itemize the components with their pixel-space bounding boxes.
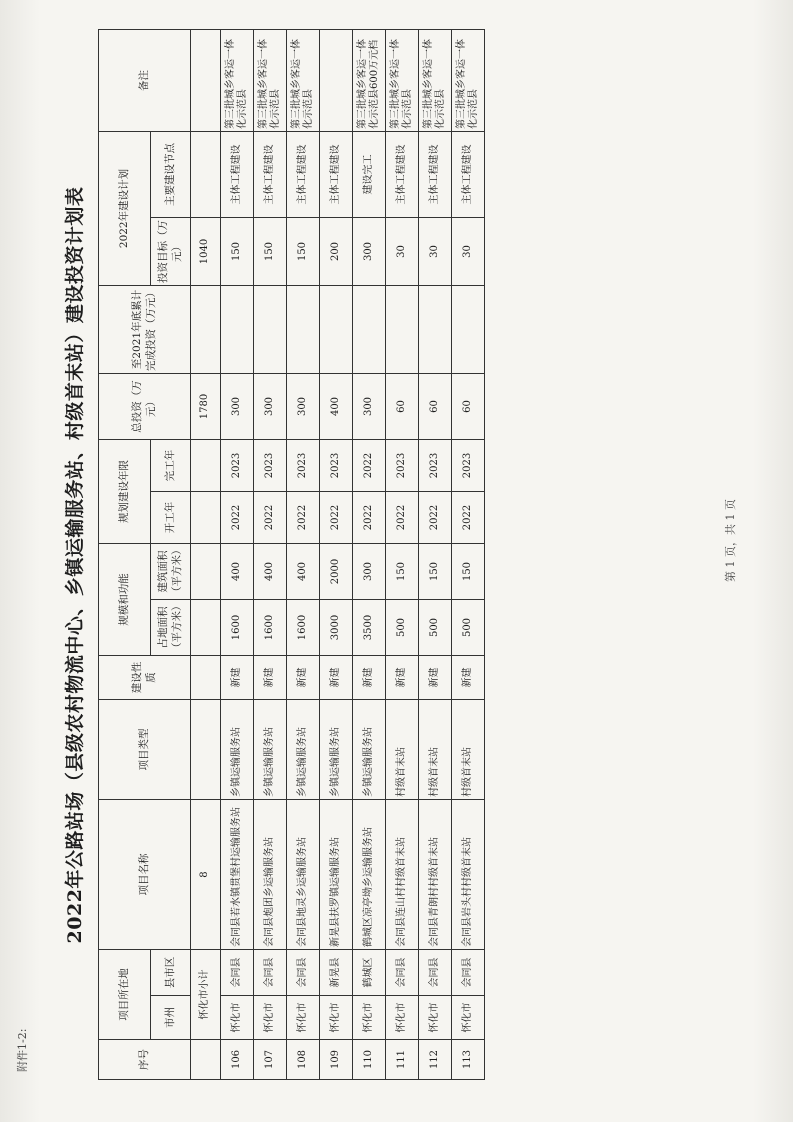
cell-project-name: 鹤城区凉亭坳乡运输服务站 (353, 800, 386, 950)
cell-city: 怀化市 (287, 996, 320, 1040)
header-land-area: 占地面积（平方米） (151, 600, 191, 656)
cell-end-year: 2023 (386, 440, 419, 492)
cell-project-type: 村级首末站 (386, 700, 419, 800)
cell-cum2021 (254, 286, 287, 374)
cell-project-name: 新晃县扶罗镇运输服务站 (320, 800, 353, 950)
subtotal-count: 8 (191, 800, 221, 950)
cell-project-name: 会同县若水镇贯堡村运输服务站 (221, 800, 254, 950)
cell-seq: 111 (386, 1040, 419, 1080)
cell-project-name: 会同县地灵乡运输服务站 (287, 800, 320, 950)
header-plan2022: 2022年建设计划 (99, 131, 151, 285)
cell-invest-target: 150 (254, 218, 287, 286)
header-start-year: 开工年 (151, 492, 191, 544)
cell-city: 怀化市 (221, 996, 254, 1040)
cell-city: 怀化市 (452, 996, 485, 1040)
cell-end-year: 2022 (353, 440, 386, 492)
cell-milestone: 主体工程建设 (320, 131, 353, 217)
cell-remark (320, 29, 353, 131)
cell-county: 会同县 (419, 950, 452, 996)
table-row (221, 29, 254, 1079)
cell-milestone: 主体工程建设 (386, 131, 419, 217)
cell-nature: 新建 (320, 656, 353, 700)
cell-total: 400 (320, 374, 353, 440)
cell-city: 怀化市 (353, 996, 386, 1040)
cell-land-area: 1600 (287, 600, 320, 656)
cell-remark: 第三批城乡客运一体化示范县 (221, 29, 254, 131)
cell-project-type: 村级首末站 (419, 700, 452, 800)
cell-milestone: 主体工程建设 (254, 131, 287, 217)
cell-nature: 新建 (287, 656, 320, 700)
cell-invest-target: 30 (386, 218, 419, 286)
cell-county: 会同县 (221, 950, 254, 996)
page-footer: 第 1 页，共 1 页 (724, 499, 737, 582)
cell-nature: 新建 (386, 656, 419, 700)
table-row (452, 29, 485, 1079)
cell-city: 怀化市 (386, 996, 419, 1040)
cell-invest-target: 30 (452, 218, 485, 286)
cell-cum2021 (419, 286, 452, 374)
cell-start-year: 2022 (320, 492, 353, 544)
header-end-year: 完工年 (151, 440, 191, 492)
table-row (320, 29, 353, 1079)
cell-cum2021 (386, 286, 419, 374)
cell-end-year: 2023 (254, 440, 287, 492)
table-row (419, 29, 452, 1079)
cell-land-area: 1600 (254, 600, 287, 656)
table-row (386, 29, 419, 1079)
cell-start-year: 2022 (419, 492, 452, 544)
cell-remark: 第三批城乡客运一体化示范县600万元档 (353, 29, 386, 131)
header-invest-target: 投资目标（万元） (151, 218, 191, 286)
cell-remark: 第三批城乡客运一体化示范县 (386, 29, 419, 131)
investment-plan-table (98, 29, 485, 1080)
header-cum2021: 至2021年底累计完成投资（万元） (99, 286, 191, 374)
cell-remark: 第三批城乡客运一体化示范县 (419, 29, 452, 131)
header-period: 规划建设年限 (99, 440, 151, 544)
cell-land-area: 500 (386, 600, 419, 656)
cell-invest-target: 300 (353, 218, 386, 286)
table-row (353, 29, 386, 1079)
cell-land-area: 500 (452, 600, 485, 656)
cell-total: 300 (353, 374, 386, 440)
cell-total: 300 (254, 374, 287, 440)
header-city: 市州 (151, 996, 191, 1040)
cell-county: 会同县 (254, 950, 287, 996)
cell-end-year: 2023 (287, 440, 320, 492)
cell-start-year: 2022 (287, 492, 320, 544)
cell-nature: 新建 (419, 656, 452, 700)
cell-seq: 113 (452, 1040, 485, 1080)
cell-land-area: 3500 (353, 600, 386, 656)
cell-invest-target: 30 (419, 218, 452, 286)
cell-start-year: 2022 (221, 492, 254, 544)
cell-total: 300 (221, 374, 254, 440)
cell-cum2021 (353, 286, 386, 374)
appendix-label: 附件1-2: (16, 1028, 29, 1072)
cell-cum2021 (287, 286, 320, 374)
cell-total: 60 (386, 374, 419, 440)
header-milestone: 主要建设节点 (151, 131, 191, 217)
cell-end-year: 2023 (419, 440, 452, 492)
cell-cum2021 (320, 286, 353, 374)
cell-building-area: 2000 (320, 544, 353, 600)
header-type: 项目类型 (99, 700, 191, 800)
cell-seq: 109 (320, 1040, 353, 1080)
cell-end-year: 2023 (221, 440, 254, 492)
cell-project-type: 乡镇运输服务站 (254, 700, 287, 800)
cell-invest-target: 150 (287, 218, 320, 286)
subtotal-invest-target: 1040 (191, 218, 221, 286)
cell-county: 会同县 (386, 950, 419, 996)
subtotal-label: 怀化市小计 (191, 950, 221, 1040)
header-scale: 规模和功能 (99, 544, 151, 656)
cell-project-name: 会同县连山村村级首末站 (386, 800, 419, 950)
cell-project-name: 会同县岩头村村级首末站 (452, 800, 485, 950)
cell-building-area: 150 (419, 544, 452, 600)
cell-building-area: 150 (386, 544, 419, 600)
cell-nature: 新建 (221, 656, 254, 700)
cell-end-year: 2023 (320, 440, 353, 492)
subtotal-row (191, 29, 221, 1079)
cell-building-area: 400 (221, 544, 254, 600)
cell-land-area: 500 (419, 600, 452, 656)
cell-start-year: 2022 (452, 492, 485, 544)
cell-seq: 112 (419, 1040, 452, 1080)
header-county: 县市区 (151, 950, 191, 996)
cell-building-area: 300 (353, 544, 386, 600)
header-name: 项目名称 (99, 800, 191, 950)
cell-start-year: 2022 (386, 492, 419, 544)
cell-total: 60 (452, 374, 485, 440)
cell-invest-target: 200 (320, 218, 353, 286)
cell-land-area: 1600 (221, 600, 254, 656)
cell-county: 会同县 (452, 950, 485, 996)
cell-project-type: 乡镇运输服务站 (287, 700, 320, 800)
cell-start-year: 2022 (254, 492, 287, 544)
cell-building-area: 150 (452, 544, 485, 600)
cell-nature: 新建 (452, 656, 485, 700)
cell-total: 60 (419, 374, 452, 440)
document-title: 2022年公路站场（县级农村物流中心、乡镇运输服务站、村级首末站）建设投资计划表 (64, 186, 86, 944)
cell-seq: 107 (254, 1040, 287, 1080)
cell-city: 怀化市 (320, 996, 353, 1040)
cell-city: 怀化市 (254, 996, 287, 1040)
cell-county: 新晃县 (320, 950, 353, 996)
cell-project-type: 乡镇运输服务站 (221, 700, 254, 800)
cell-seq: 110 (353, 1040, 386, 1080)
cell-project-name: 会同县青朗村村级首末站 (419, 800, 452, 950)
cell-milestone: 主体工程建设 (221, 131, 254, 217)
cell-cum2021 (221, 286, 254, 374)
cell-county: 会同县 (287, 950, 320, 996)
cell-cum2021 (452, 286, 485, 374)
cell-land-area: 3000 (320, 600, 353, 656)
cell-seq: 106 (221, 1040, 254, 1080)
cell-project-name: 会同县炮团乡运输服务站 (254, 800, 287, 950)
header-remark: 备注 (99, 29, 191, 131)
cell-project-type: 乡镇运输服务站 (353, 700, 386, 800)
cell-nature: 新建 (353, 656, 386, 700)
cell-milestone: 主体工程建设 (419, 131, 452, 217)
table-row (254, 29, 287, 1079)
cell-remark: 第三批城乡客运一体化示范县 (452, 29, 485, 131)
cell-building-area: 400 (254, 544, 287, 600)
table-row (287, 29, 320, 1079)
cell-milestone: 建设完工 (353, 131, 386, 217)
cell-milestone: 主体工程建设 (287, 131, 320, 217)
cell-start-year: 2022 (353, 492, 386, 544)
cell-building-area: 400 (287, 544, 320, 600)
cell-city: 怀化市 (419, 996, 452, 1040)
project-rows (221, 29, 485, 1079)
header-nature: 建设性质 (99, 656, 191, 700)
subtotal-total: 1780 (191, 374, 221, 440)
cell-project-type: 乡镇运输服务站 (320, 700, 353, 800)
header-total: 总投资（万元） (99, 374, 191, 440)
cell-total: 300 (287, 374, 320, 440)
cell-remark: 第三批城乡客运一体化示范县 (287, 29, 320, 131)
cell-project-type: 村级首末站 (452, 700, 485, 800)
header-seq: 序号 (99, 1040, 191, 1080)
rotated-document (52, 38, 522, 1080)
cell-milestone: 主体工程建设 (452, 131, 485, 217)
cell-nature: 新建 (254, 656, 287, 700)
cell-end-year: 2023 (452, 440, 485, 492)
cell-seq: 108 (287, 1040, 320, 1080)
header-building-area: 建筑面积（平方米） (151, 544, 191, 600)
header-location: 项目所在地 (99, 950, 151, 1040)
cell-invest-target: 150 (221, 218, 254, 286)
cell-remark: 第三批城乡客运一体化示范县 (254, 29, 287, 131)
cell-county: 鹤城区 (353, 950, 386, 996)
